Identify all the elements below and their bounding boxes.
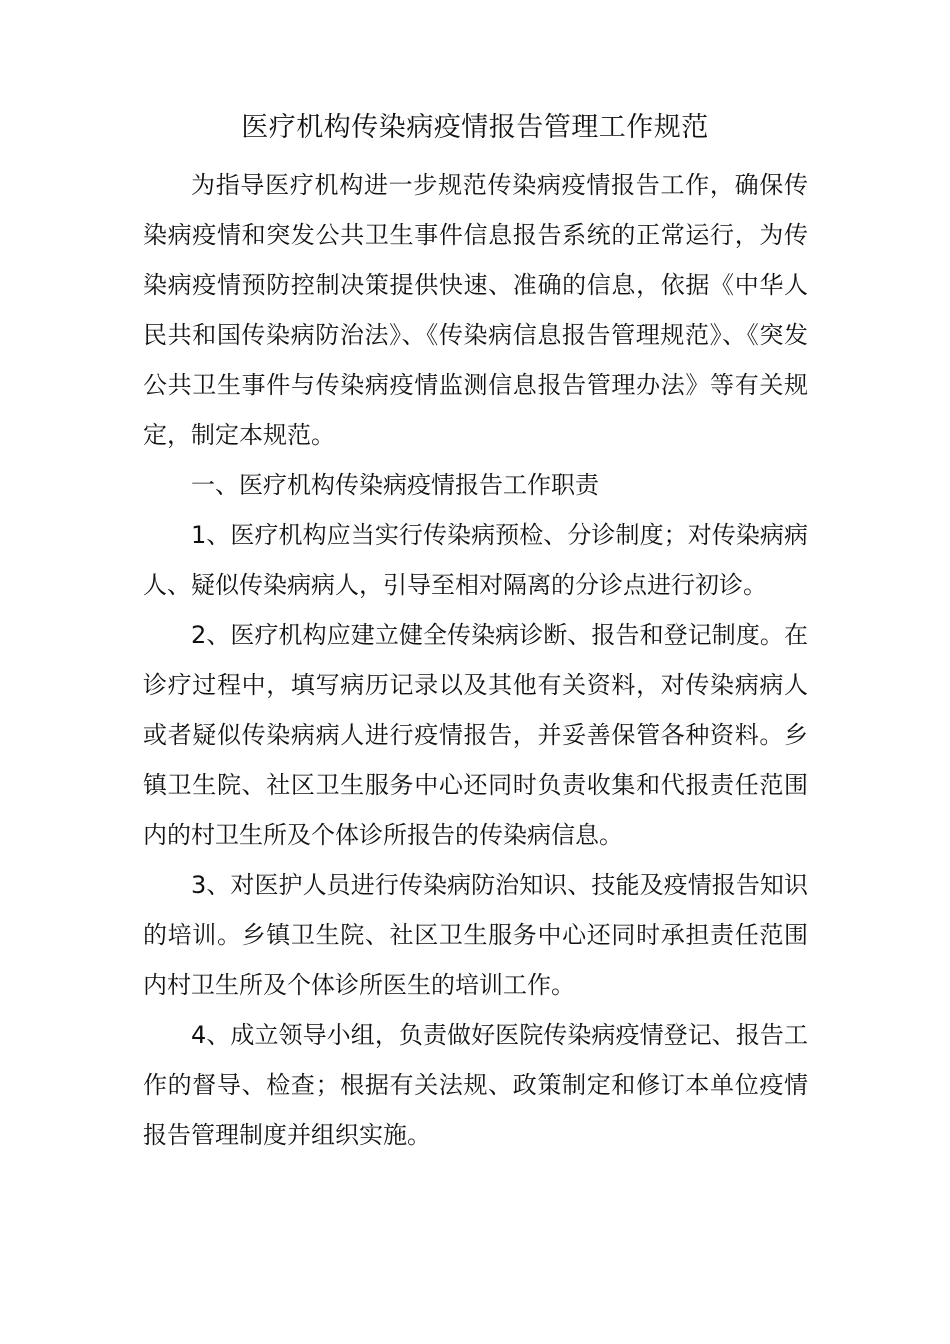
item-paragraph-4: 4、成立领导小组，负责做好医院传染病疫情登记、报告工作的督导、检查；根据有关法规、政策制定和修订本单位疫情报告管理制度并组织实施。	[143, 1021, 808, 1149]
document-title: 医疗机构传染病疫情报告管理工作规范	[241, 112, 709, 143]
section-heading: 一、医疗机构传染病疫情报告工作职责	[191, 471, 599, 499]
item-paragraph-3: 3、对医护人员进行传染病防治知识、技能及疫情报告知识的培训。乡镇卫生院、社区卫生服务中心还同时承担责任范围内村卫生所及个体诊所医生的培训工作。	[143, 871, 808, 999]
item-paragraph-2: 2、医疗机构应建立健全传染病诊断、报告和登记制度。在诊疗过程中，填写病历记录以及其他有关资料，对传染病病人或者疑似传染病病人进行疫情报告，并妥善保管各种资料。乡镇卫生院、社区卫生服务中心还同时负责收集和代报责任范围内的村卫生所及个体诊所报告的传染病信息。	[143, 621, 808, 849]
intro-paragraph: 为指导医疗机构进一步规范传染病疫情报告工作，确保传染病疫情和突发公共卫生事件信息报告系统的正常运行，为传染病疫情预防控制决策提供快速、准确的信息，依据《中华人民共和国传染病防治法》、《传染病信息报告管理规范》、《突发公共卫生事件与传染病疫情监测信息报告管理办法》等有关规定，制定本规范。	[143, 171, 808, 449]
document-body	[143, 160, 808, 1160]
item-paragraph-1: 1、医疗机构应当实行传染病预检、分诊制度；对传染病病人、疑似传染病病人，引导至相对隔离的分诊点进行初诊。	[143, 521, 808, 599]
